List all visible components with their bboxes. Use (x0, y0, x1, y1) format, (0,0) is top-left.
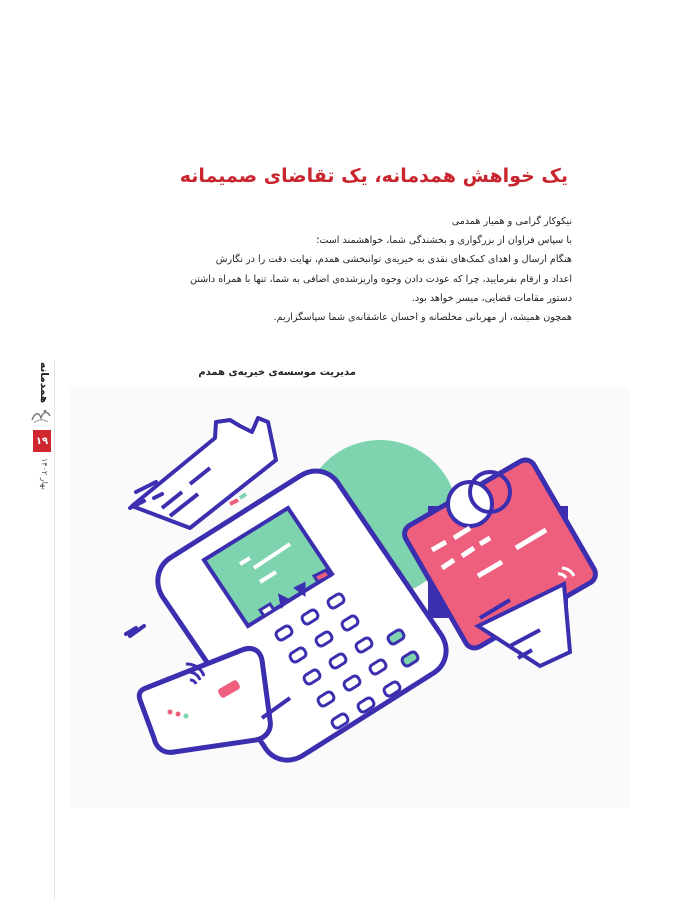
payment-terminal-illustration-icon (70, 388, 630, 808)
body-line: همچون همیشه، از مهربانی مخلصانه و احسان عاشقانه‌ی شما سپاسگزاریم. (273, 312, 572, 324)
payment-illustration (70, 388, 630, 808)
body-line: اعداد و ارقام بفرمایید، چرا که عودت دادن وجوه واریزشده‌ی اضافی به شما، تنها با همراه داشتن (189, 273, 572, 285)
body-text (112, 212, 572, 327)
issue-date: بهار ۱۴۰۲ (40, 458, 49, 490)
body-line: هنگام ارسال و اهدای کمک‌های نقدی به خیریه‌ی توانبخشی همدم، نهایت دقت را در نگارش (215, 254, 572, 266)
page-number-badge: ۱۹ (33, 430, 51, 452)
sidebar-divider (54, 360, 55, 900)
signature: مدیریت موسسه‌ی خیریه‌ی همدم (198, 367, 356, 378)
body-line: نیکوکار گرامی و همیار همدمی (451, 216, 572, 227)
hamdam-logo-icon (30, 406, 52, 426)
body-line: با سپاس فراوان از بزرگواری و بخشندگی شما، خواهشمند است؛ (316, 235, 572, 247)
body-line: دستور مقامات قضایی، میسر خواهد بود. (411, 292, 572, 304)
sidebar-brand: همدمانه (38, 362, 50, 404)
page-title: یک خواهش همدمانه، یک تقاضای صمیمانه (179, 164, 568, 187)
